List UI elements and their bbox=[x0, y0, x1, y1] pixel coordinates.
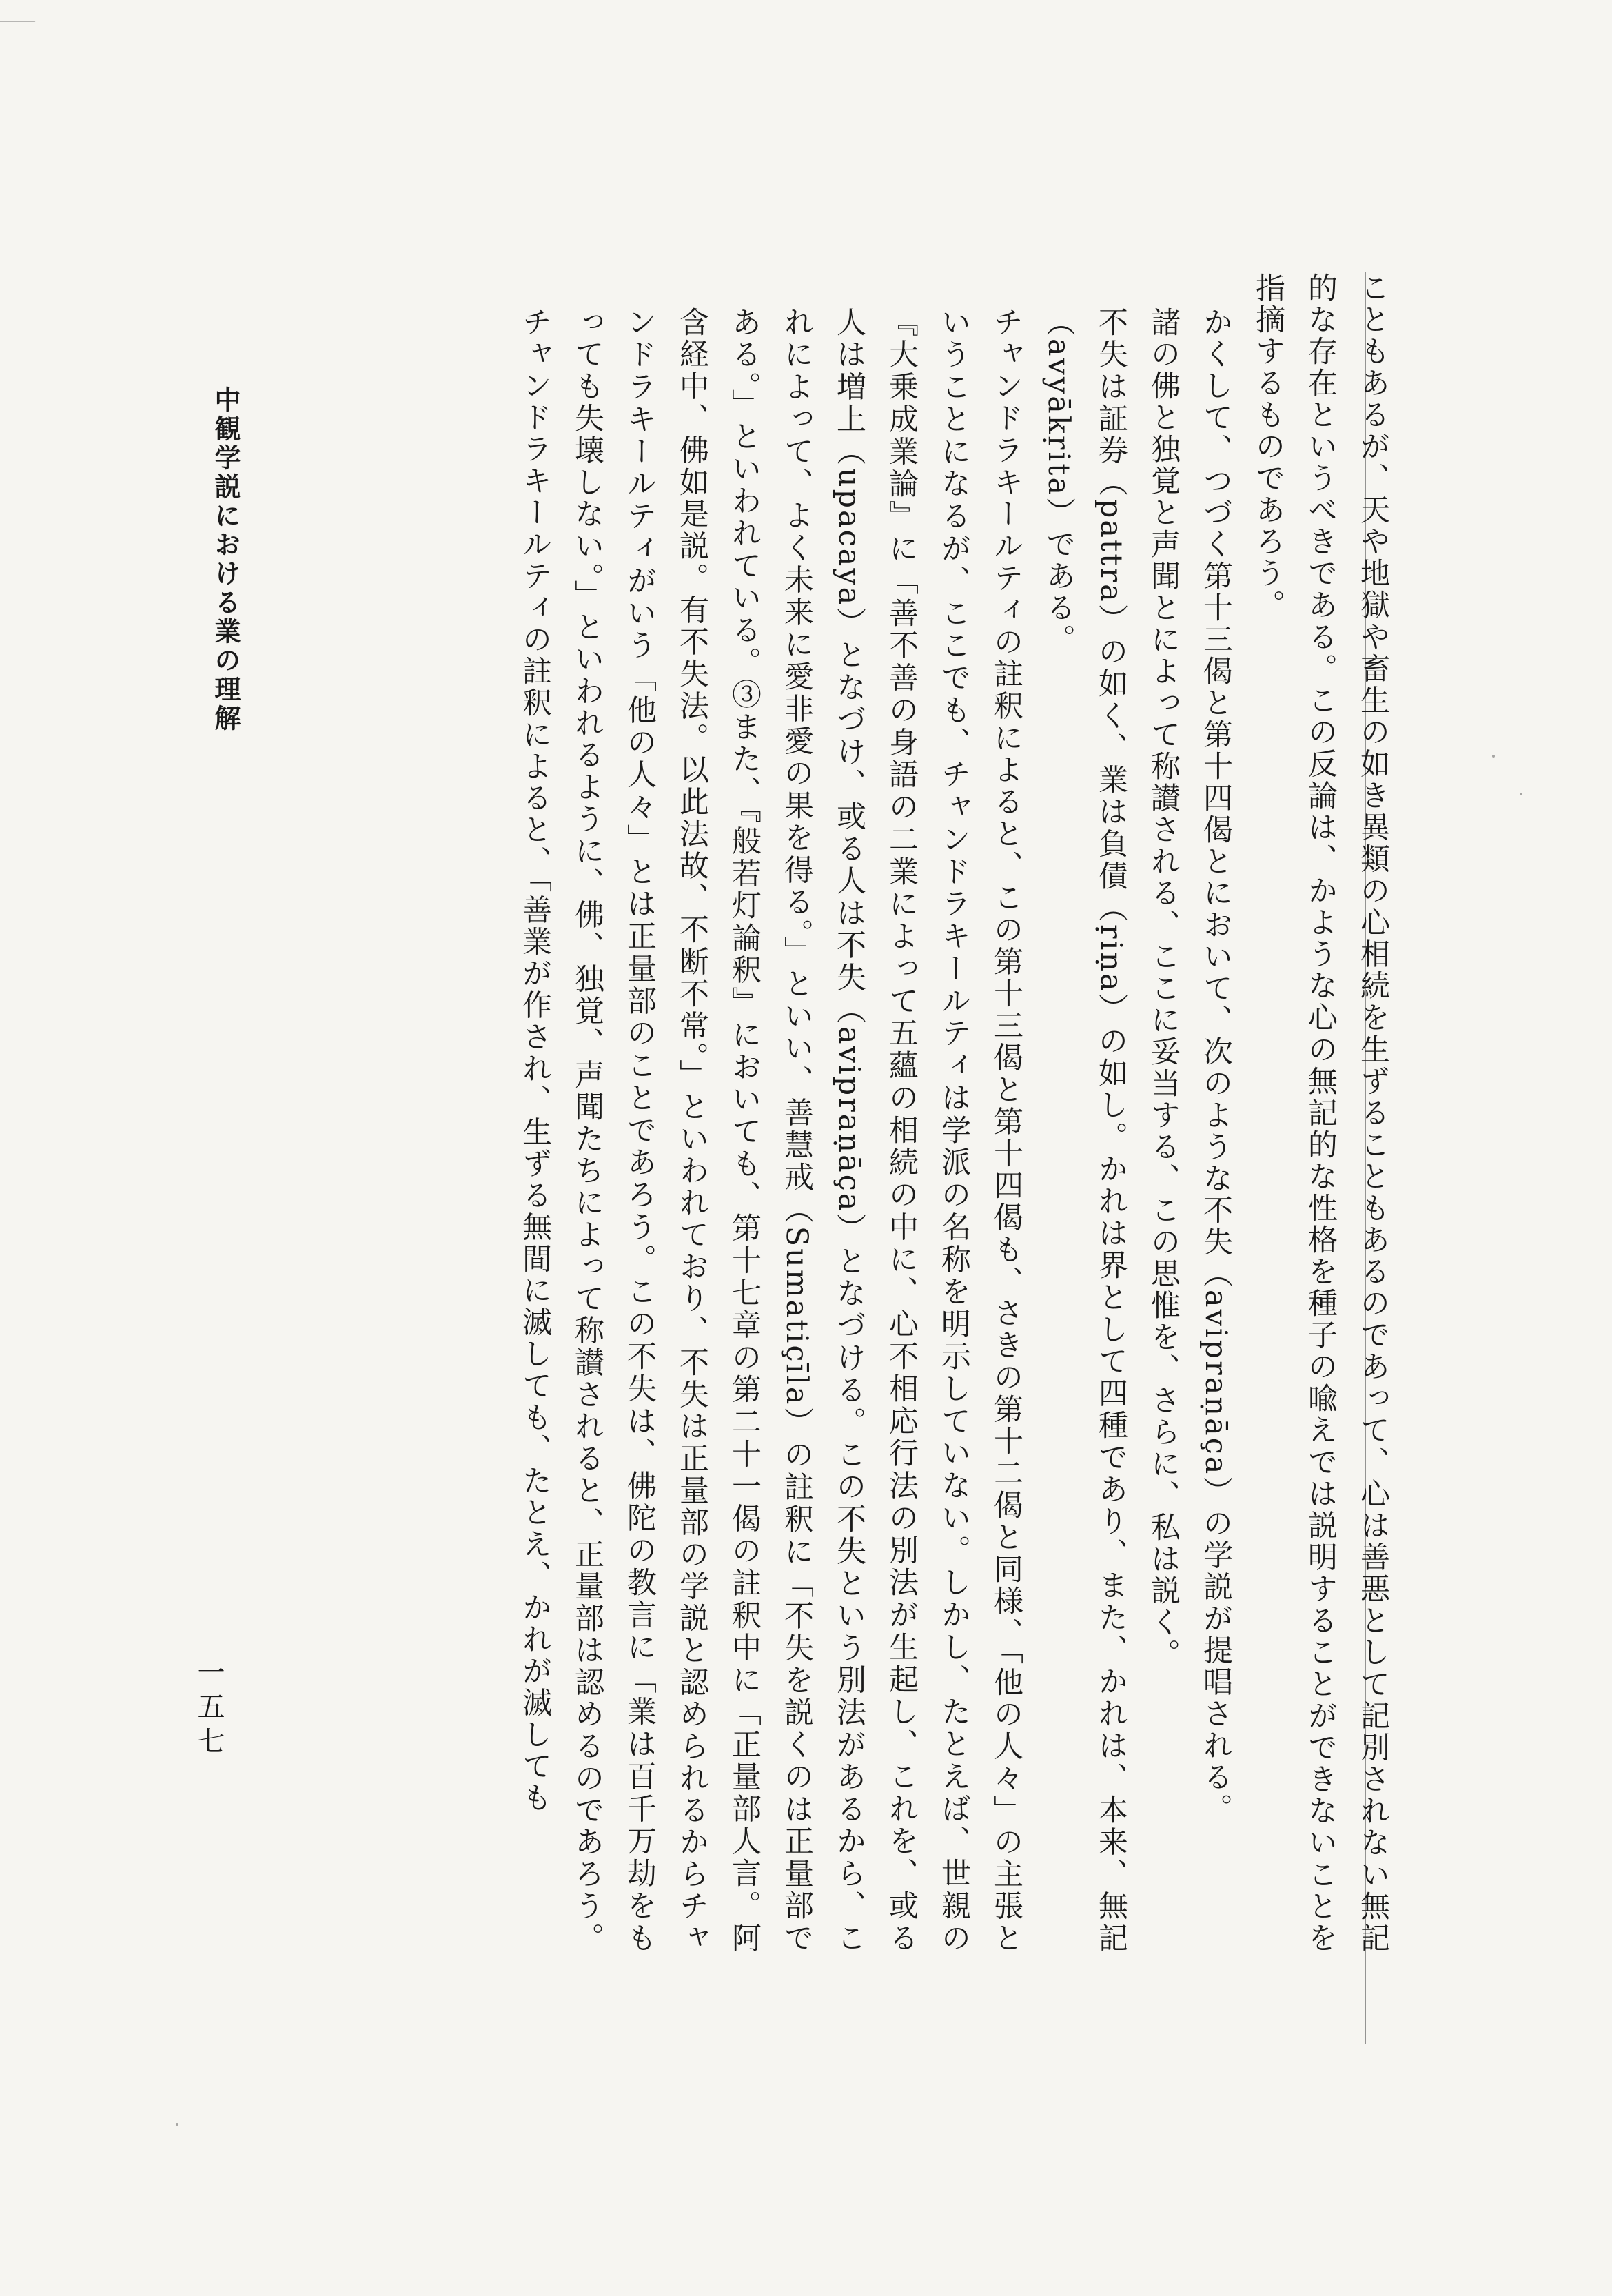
scan-speck bbox=[1520, 793, 1522, 795]
paragraph-2: かくして、つづく第十三偈と第十四偈とにおいて、次のような不失（avipraṇāça）の学説が提唱される。 bbox=[1198, 307, 1233, 1825]
paragraph-commentary: チャンドラキールティの註釈によると、この第十三偈と第十四偈も、さきの第十二偈と同様、「他の人々」の主張ということになるが、ここでも、チャンドラキールティは学派の名称を明示していない。しかし、たとえば、世親の『大乗成業論』に「善不善の身語の二業によって五蘊の相続の中に、心不相応行法の別法が生起し、これを、或る人は増上（upacaya）となづけ、或る人は不失（avipraṇāça）となづける。この不失という別法があるから、これによって、よく未来に愛非愛の果を得る。」といい、善慧戒（Sumatiçīla）の註釈に「不失を説くのは正量部である。」といわれている。③また、『般若灯論釈』においても、第十七章の第二十一偈の註釈中に「正量部人言。阿含経中、佛如是説。有不失法。以此法故、不断不常。」といわれており、不失は正量部の学説と認められるからチャンドラキールティがいう「他の人々」とは正量部のことであろう。この不失は、佛陀の教言に「業は百千万劫をもっても失壊しない。」といわれるように、佛、独覚、声聞たちによって称讃されると、正量部は認めるのであろう。チャンドラキールティの註釈によると、「善業が作され、生ずる無間に滅しても、たとえ、かれが滅しても bbox=[518, 307, 1023, 1955]
paragraph-1: こともあるが、天や地獄や畜生の如き異類の心相続を生ずることもあるのであって、心は善悪として記別されない無記的な存在というべきである。この反論は、かような心の無記的な性格を種子の喩えでは説明することができないことを指摘するものであろう。 bbox=[1251, 272, 1390, 1954]
running-title: 中観学説における業の理解 bbox=[210, 386, 241, 733]
scan-speck bbox=[1492, 755, 1495, 758]
page-number: 一五七 bbox=[193, 1658, 225, 1761]
scan-speck bbox=[176, 2123, 178, 2126]
verse-14: 不失は証券（pattra）の如く、業は負債（ṛiṇa）の如し。かれは界として四種であり、また、かれは、本来、無記（avyākṛita）である。 bbox=[1041, 307, 1128, 1954]
scan-corner-mark bbox=[0, 0, 48, 22]
body-text bbox=[255, 272, 1399, 1954]
verse-13: 諸の佛と独覚と声聞とによって称讃される、ここに妥当する、この思惟を、さらに、私は説く。 bbox=[1146, 307, 1181, 1670]
